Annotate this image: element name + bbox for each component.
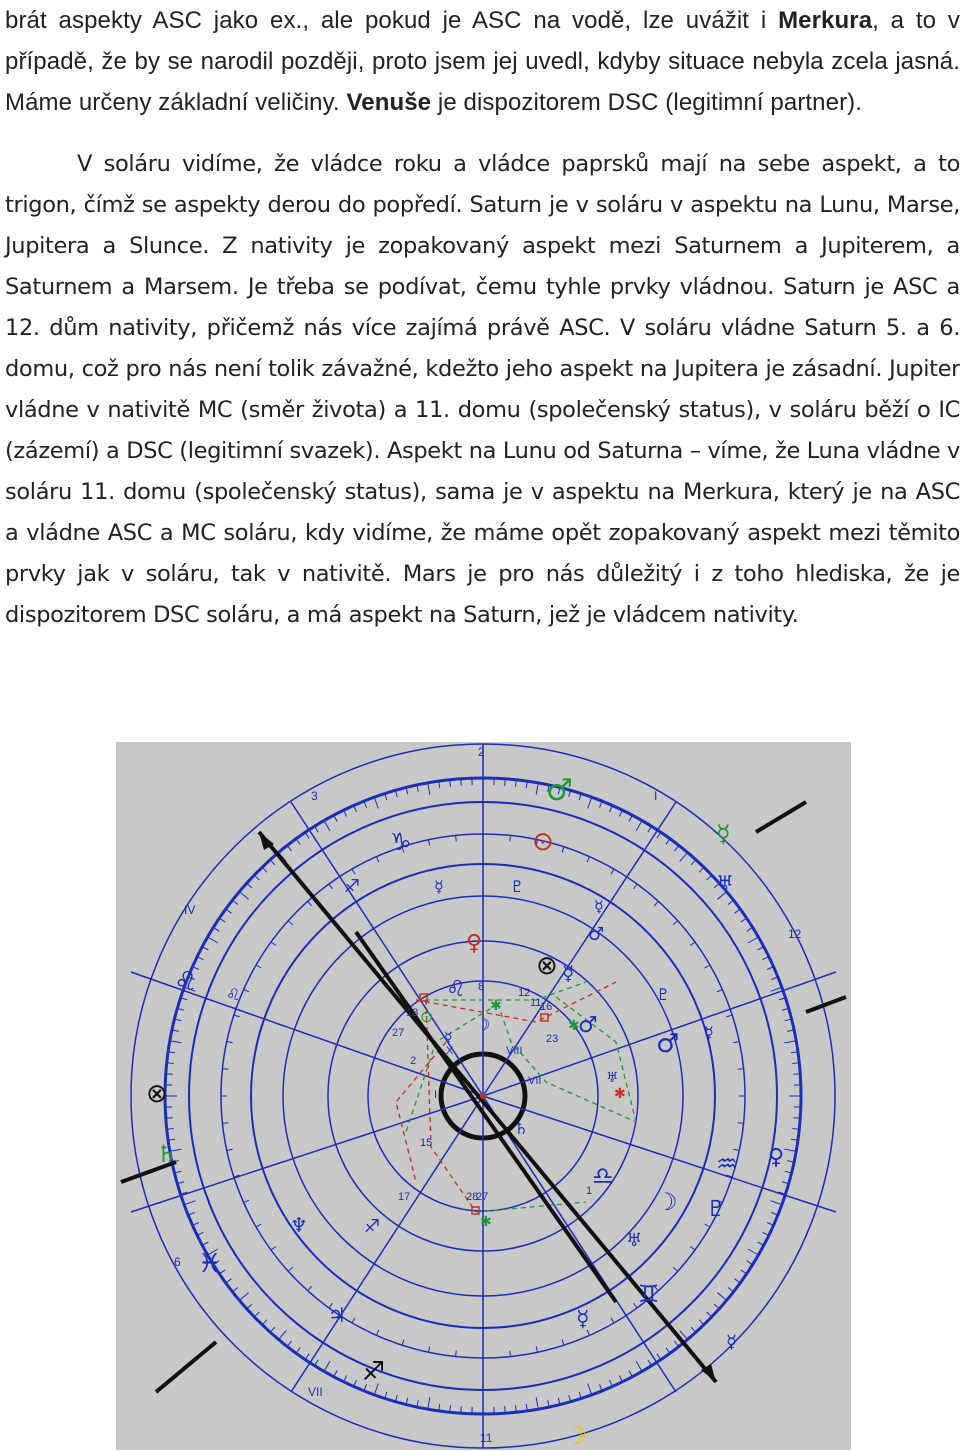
degree-23: 23 [546,1033,559,1045]
degree-11: 11 [530,997,542,1009]
paragraph-intro [5,0,960,123]
mercury-glyph-right: ☿ [716,820,731,848]
paragraph-intro-text-2: , a to v případě, že by se narodil později, proto jsem jej uvedl, kdyby situace nebyla zcela jasná. Máme určeny základní veličiny. [5,7,960,116]
gemini-glyph: ♊ [638,1280,660,1308]
paragraph-intro-bold-merkura: Merkura [778,7,873,34]
mercury-glyph-mid: ☿ [562,961,575,985]
aquarius-glyph-right: ♒ [716,1150,738,1178]
mercury-small-bottom: ☿ [726,1332,738,1353]
earth-cross-glyph: ⊗ [536,951,558,981]
sun-small-inner: ⊙ [420,1007,434,1026]
chart-center-dot [480,1093,486,1099]
degree-tick-inner [456,835,457,841]
degree-18: 18 [406,1007,419,1019]
inner-numeral-vii: VII [528,1075,542,1087]
saturn-small-inner: ♄ [514,1119,529,1138]
degree-1: 1 [586,1185,593,1197]
moon-glyph-bottom: ☽ [564,1421,588,1450]
outer-house-number-12: 12 [788,927,802,941]
degree-17: 17 [398,1191,411,1203]
degree-tick-inner [510,835,511,841]
paragraph-intro-bold-venuse: Venuše [346,89,432,116]
leo-glyph-inner: ♌ [446,977,466,1002]
outer-house-number-11: 11 [480,1431,493,1445]
mercury-small-top: ☿ [434,877,444,896]
sagittarius-glyph-bottom: ♐ [362,1357,386,1387]
pluto-small-right: ♇ [656,985,671,1004]
mercury-small-inner: ☿ [444,1030,453,1046]
leo-small-left: ♌ [226,985,241,1004]
degree-8: 8 [478,981,485,993]
degree-2: 2 [410,1055,417,1067]
degree-tick-inner [738,1123,744,1124]
mercury-glyph-bottom: ☿ [576,1307,590,1332]
mars-glyph-top: ♂ [546,773,573,808]
sun-glyph-top: ⊙ [532,827,554,857]
uranus-small-inner: ♅ [606,1070,619,1086]
mars-small-top: ♂ [588,924,605,945]
venus-glyph-right: ♀ [768,1145,785,1170]
astrology-chart-svg [116,742,851,1450]
capricorn-glyph: ♑ [390,828,412,856]
inner-numeral-viii: VIII [506,1045,523,1057]
paragraph-intro-text-1: brát aspekty ASC jako ex., ale pokud je ASC na vodě, lze uvážit i [5,7,779,34]
saturn-glyph-left: ♄ [156,1140,178,1168]
paragraph-intro-text-3: je dispozitorem DSC (legitimní partner). [431,89,863,116]
inner-numeral-x: X [446,1045,454,1057]
svg-text:✱: ✱ [614,1086,626,1102]
moon-small-inner: ☽ [476,1015,491,1034]
leo-glyph-left: ♌ [174,967,198,997]
paragraph-solar-analysis: V soláru vidíme, že vládce roku a vládce paprsků mají na sebe aspekt, a to trigon, čímž se aspekty derou do popředí. Saturn je v soláru v aspektu na Lunu, Marse, Jupitera a Slunce. Z nativity je zopakovaný aspekt mezi Saturnem a Jupiterem, a Saturnem a Marsem. Je třeba se podívat, čemu tyhle prvky vládnou. Saturn je ASC a 12. dům nativity, přičemž nás více zajímá právě ASC. V soláru vládne Saturn 5. a 6. domu, což pro nás není tolik závažné, kdežto jeho aspekt na Jupitera je zásadní. Jupiter vládne v nativitě MC (směr života) a 11. domu (společenský status), v soláru běží o IC (zázemí) a DSC (legitimní svazek). Aspekt na Lunu od Saturna – víme, že Luna vládne v soláru 11. domu (společenský status), sama je v aspektu na Merkura, který je na ASC a vládne ASC a MC soláru, kdy vidíme, že máme opět zopakovaný aspekt mezi těmito prvky jak v soláru, tak v nativitě. Mars je pro nás důležitý i z toho hlediska, že je dispozitorem DSC soláru, a má aspekt na Saturn, jež je vládcem nativity. [5,151,960,628]
degree-15: 15 [420,1137,433,1149]
pisces-glyph-left: ♓ [198,1249,222,1279]
neptune-glyph-left: ♆ [290,1213,308,1237]
svg-text:✱: ✱ [490,998,502,1014]
uranus-glyph-right: ♅ [716,871,734,895]
outer-house-number-3: 3 [311,789,318,803]
outer-house-number-6: 6 [174,1255,181,1269]
degree-12: 12 [518,987,531,999]
mercury-small-right: ☿ [704,1023,714,1042]
moon-glyph-right: ☽ [656,1188,678,1216]
degree-tick-inner [222,1123,228,1124]
degree-tick-inner [456,1351,457,1357]
svg-text:✱: ✱ [480,1214,492,1230]
earth-cross-left: ⊗ [146,1079,168,1109]
svg-text:✱: ✱ [568,1018,580,1034]
pluto-small-top: ♇ [510,877,525,896]
sagittarius-small: ♐ [344,876,361,897]
degree-tick-inner [222,1069,228,1070]
mars-glyph-inner: ♂ [578,1013,598,1038]
jupiter-glyph-left: ♃ [328,1303,346,1327]
outer-house-number-vii: VII [308,1385,323,1399]
inner-numeral-i: I [434,1089,438,1101]
libra-glyph-inner: ♎ [592,1162,614,1190]
degree-28: 28 [466,1191,479,1203]
mars-glyph-right: ♂ [656,1029,680,1059]
sagittarius-small-left: ♐ [364,1216,381,1237]
degree-27: 27 [392,1027,405,1039]
degree-tick-inner [738,1069,744,1070]
outer-house-number-i: I [654,789,658,803]
document-page [5,0,960,636]
pluto-glyph-right: ♇ [706,1197,726,1222]
degree-27b: 27 [476,1191,489,1203]
astrology-chart-figure [116,742,851,1450]
outer-house-number-iv: IV [184,903,196,917]
mercury-small-top2: ☿ [594,897,604,916]
uranus-small-right: ♅ [626,1230,643,1251]
degree-16: 16 [540,1001,553,1013]
outer-house-number-2: 2 [478,745,485,759]
venus-glyph: ♀ [466,931,483,956]
degree-tick-inner [510,1351,511,1357]
